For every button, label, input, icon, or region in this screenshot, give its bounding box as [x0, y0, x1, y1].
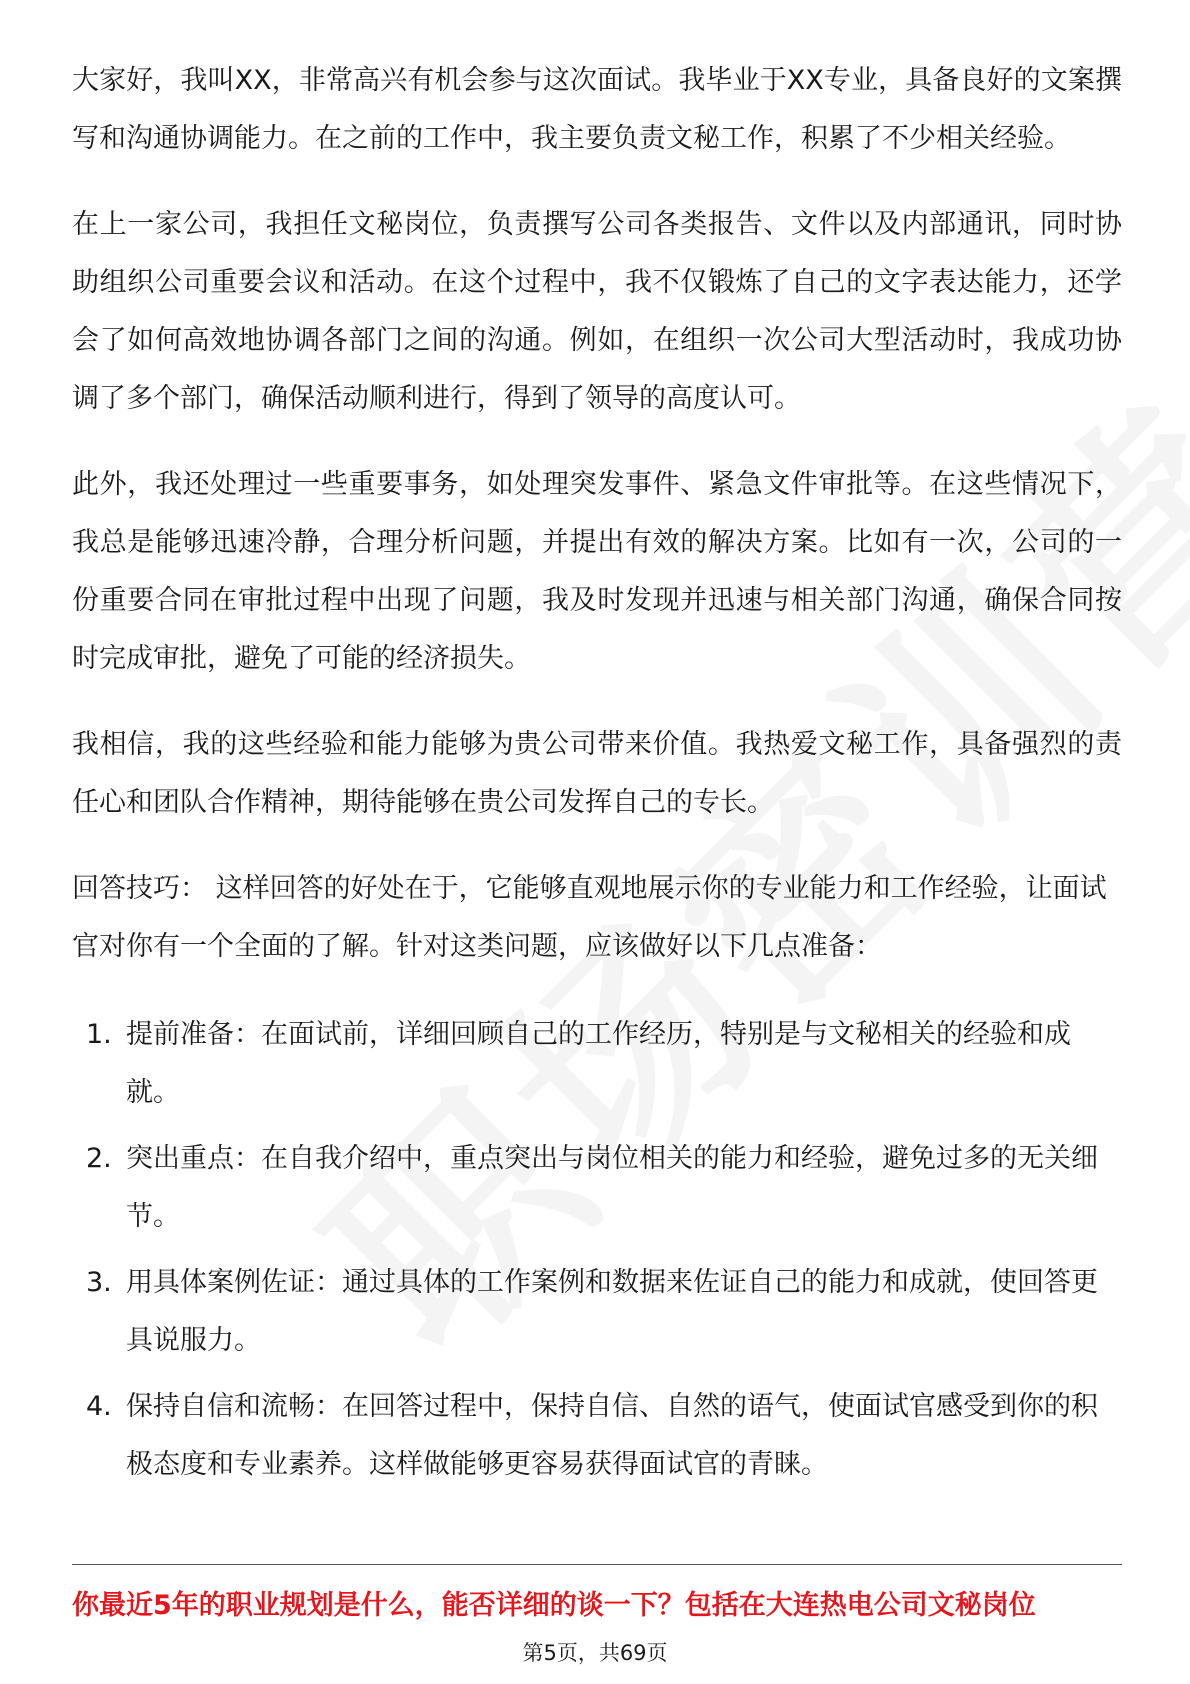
- paragraph: 在上一家公司，我担任文秘岗位，负责撰写公司各类报告、文件以及内部通讯，同时协助组织公司重要会议和活动。在这个过程中，我不仅锻炼了自己的文字表达能力，还学会了如何高效地协调各部门之间的沟通。例如，在组织一次公司大型活动时，我成功协调了多个部门，确保活动顺利进行，得到了领导的高度认可。: [72, 209, 1122, 414]
- list-item: [72, 1130, 1122, 1246]
- list-item: [72, 1378, 1122, 1494]
- document-body: [72, 52, 1122, 1502]
- list-item-text: 保持自信和流畅：在回答过程中，保持自信、自然的语气，使面试官感受到你的积极态度和专业素养。这样做能够更容易获得面试官的青睐。: [126, 1391, 1098, 1480]
- paragraph: 大家好，我叫XX，非常高兴有机会参与这次面试。我毕业于XX专业，具备良好的文案撰写和沟通协调能力。在之前的工作中，我主要负责文秘工作，积累了不少相关经验。: [72, 65, 1122, 154]
- list-number: 4.: [86, 1391, 112, 1422]
- list-number: 1.: [86, 1019, 112, 1050]
- list-item: [72, 1006, 1122, 1122]
- paragraph: 此外，我还处理过一些重要事务，如处理突发事件、紧急文件审批等。在这些情况下，我总是能够迅速冷静，合理分析问题，并提出有效的解决方案。比如有一次，公司的一份重要合同在审批过程中出现了问题，我及时发现并迅速与相关部门沟通，确保合同按时完成审批，避免了可能的经济损失。: [72, 469, 1122, 674]
- next-question-heading: 你最近5年的职业规划是什么，能否详细的谈一下？包括在大连热电公司文秘岗位: [72, 1590, 1036, 1621]
- divider: [72, 1564, 1122, 1565]
- page-number: 第5页，共69页: [522, 1641, 668, 1665]
- list-item-text: 突出重点：在自我介绍中，重点突出与岗位相关的能力和经验，避免过多的无关细节。: [126, 1143, 1098, 1232]
- list-item-text: 用具体案例佐证：通过具体的工作案例和数据来佐证自己的能力和成就，使回答更具说服力。: [126, 1267, 1098, 1356]
- list-number: 2.: [86, 1143, 112, 1174]
- list-item-text: 提前准备：在面试前，详细回顾自己的工作经历，特别是与文秘相关的经验和成就。: [126, 1019, 1071, 1108]
- list-number: 3.: [86, 1267, 112, 1298]
- paragraph: 我相信，我的这些经验和能力能够为贵公司带来价值。我热爱文秘工作，具备强烈的责任心和团队合作精神，期待能够在贵公司发挥自己的专长。: [72, 729, 1122, 818]
- list-item: [72, 1254, 1122, 1370]
- tips-list: [72, 1006, 1122, 1494]
- answer-tips-intro: 回答技巧： 这样回答的好处在于，它能够直观地展示你的专业能力和工作经验，让面试官对你有一个全面的了解。针对这类问题，应该做好以下几点准备：: [72, 873, 1107, 962]
